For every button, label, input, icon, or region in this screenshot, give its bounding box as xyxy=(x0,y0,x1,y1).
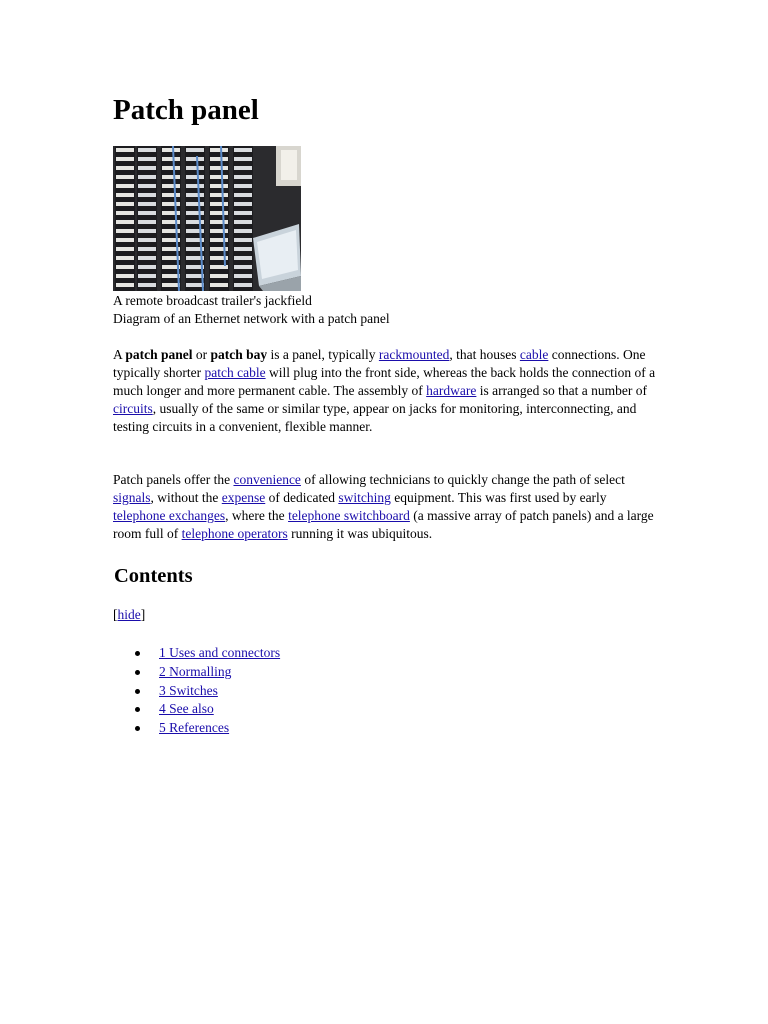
inline-link[interactable]: circuits xyxy=(113,401,153,416)
text-run: is arranged so that a number of xyxy=(476,383,647,398)
intro-paragraph xyxy=(113,346,658,436)
bullet-icon xyxy=(135,707,140,712)
history-paragraph xyxy=(113,471,658,543)
text-run: of dedicated xyxy=(265,490,339,505)
toc-item xyxy=(113,663,280,682)
jackfield-photo-graphic xyxy=(113,146,301,291)
inline-link[interactable]: convenience xyxy=(233,472,301,487)
toc-link-see-also[interactable]: 4 See also xyxy=(159,701,214,717)
toc-toggle-open-bracket: [ xyxy=(113,607,118,622)
bullet-icon xyxy=(135,726,140,731)
inline-link[interactable]: telephone switchboard xyxy=(288,508,410,523)
inline-link[interactable]: patch cable xyxy=(204,365,266,380)
text-run: equipment. This was first used by early xyxy=(390,490,607,505)
text-run: A xyxy=(113,347,126,362)
inline-link[interactable]: expense xyxy=(221,490,266,505)
page-title: Patch panel xyxy=(113,94,259,126)
text-run: Patch panels offer the xyxy=(113,472,234,487)
text-run: of allowing technicians to quickly change the path of select xyxy=(300,472,625,487)
text-run: is a panel, typically xyxy=(267,347,379,362)
image-caption: A remote broadcast trailer's jackfield xyxy=(113,293,312,308)
toc-item xyxy=(113,682,280,701)
toc-heading: Contents xyxy=(114,565,193,587)
inline-link[interactable]: telephone exchanges xyxy=(113,508,226,523)
text-run: , usually of the same or similar type, appear on jacks for monitoring, interconnecting, and testing circuits in a convenient, flexible manner. xyxy=(113,401,637,434)
inline-link[interactable]: cable xyxy=(519,347,549,362)
bold-term: patch bay xyxy=(210,347,268,362)
bullet-icon xyxy=(135,670,140,675)
bullet-icon xyxy=(135,651,140,656)
toc-link-references[interactable]: 5 References xyxy=(159,720,230,736)
inline-link[interactable]: rackmounted xyxy=(378,347,450,362)
inline-link[interactable]: signals xyxy=(113,490,151,505)
text-run: connections. One typically shorter xyxy=(113,347,646,380)
inline-link[interactable]: telephone operators xyxy=(181,526,288,541)
toc-link-uses-and-connectors[interactable]: 1 Uses and connectors xyxy=(159,645,281,660)
toc-toggle xyxy=(113,606,145,624)
diagram-caption: Diagram of an Ethernet network with a patch panel xyxy=(113,311,390,326)
toc-hide-link[interactable]: hide xyxy=(117,607,141,622)
toc-link-normalling[interactable]: 2 Normalling xyxy=(159,663,232,679)
toc-link-switches[interactable]: 3 Switches xyxy=(159,682,218,698)
text-run: , that houses xyxy=(449,347,520,362)
toc-toggle-close-bracket: ] xyxy=(140,607,146,622)
text-run: will plug into the front side, whereas the back holds the connection of a much longer and more permanent cable. The assembly of xyxy=(113,365,656,398)
text-run: , where the xyxy=(225,508,289,523)
inline-link[interactable]: hardware xyxy=(426,383,477,398)
jackfield-photo xyxy=(113,146,301,291)
toc-item xyxy=(113,644,280,663)
inline-link[interactable]: switching xyxy=(338,490,391,505)
text-run: (a massive array of patch panels) and a large room full of xyxy=(113,508,654,541)
bullet-icon xyxy=(135,689,140,694)
toc-item xyxy=(113,719,280,738)
text-run: running it was ubiquitous. xyxy=(287,526,433,541)
text-run: , without the xyxy=(150,490,222,505)
toc-item xyxy=(113,700,280,719)
bold-term: patch panel xyxy=(125,347,193,362)
text-run: or xyxy=(192,347,211,362)
table-of-contents xyxy=(113,644,280,738)
